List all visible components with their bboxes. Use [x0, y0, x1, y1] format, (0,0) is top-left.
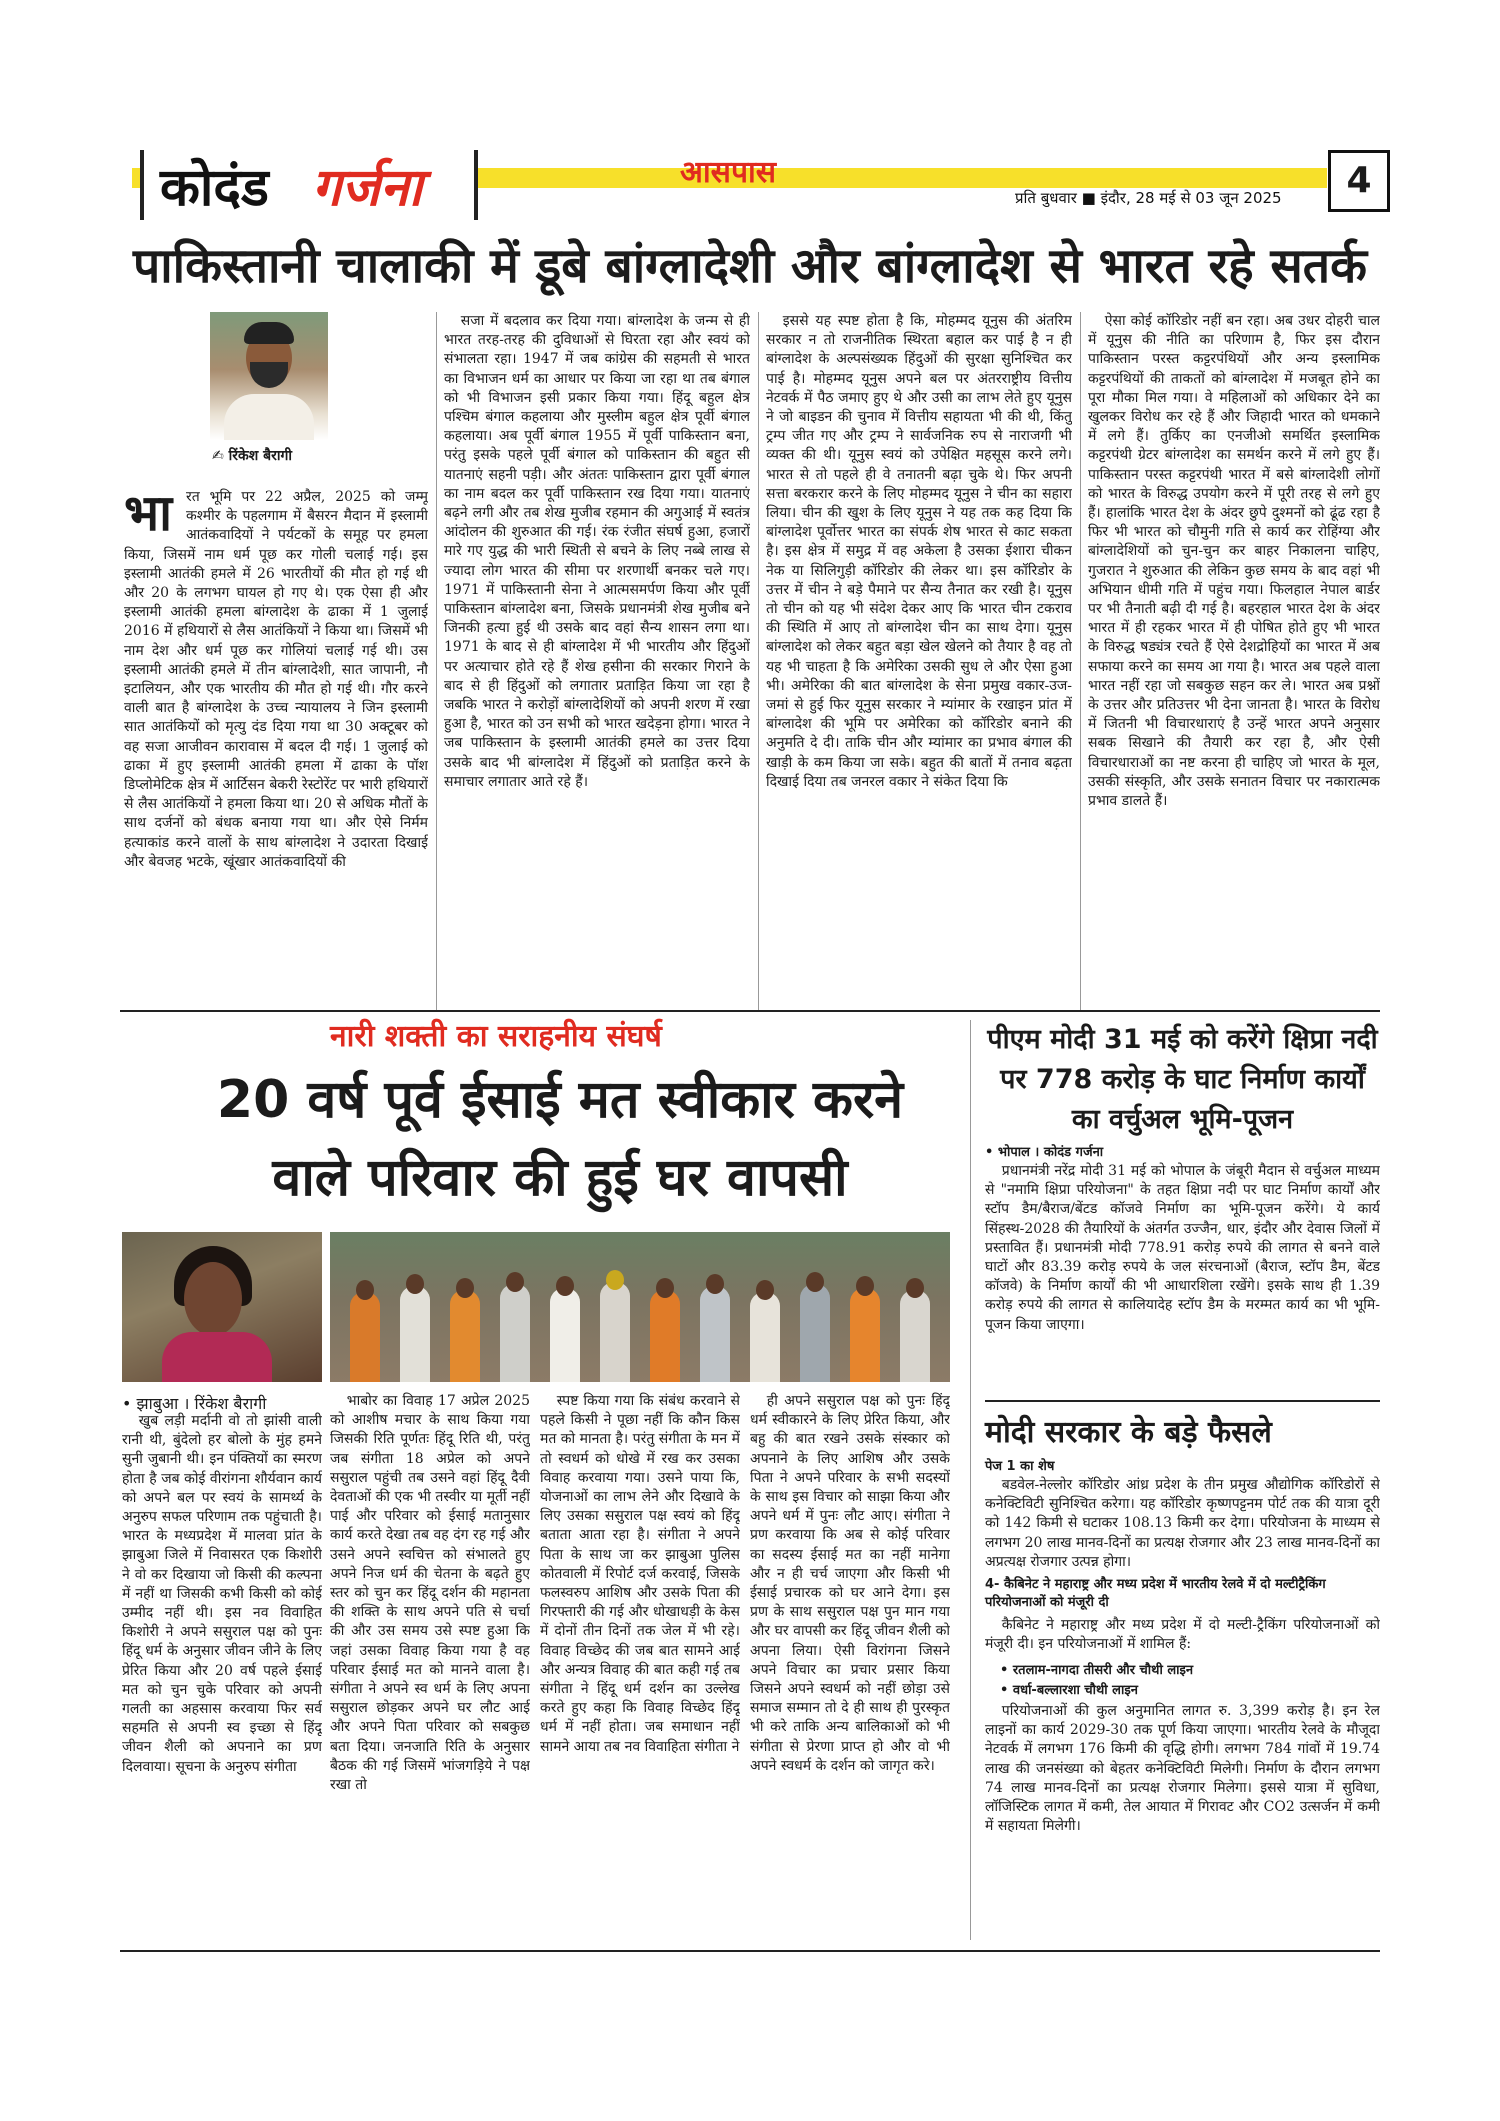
story4-page-ref: पेज 1 का शेष	[985, 1459, 1055, 1474]
story3-byline: • भोपाल । कोदंड गर्जना	[985, 1145, 1104, 1160]
section-rule	[985, 1400, 1380, 1402]
story4-bullet-1: • रतलाम-नागदा तीसरी और चौथी लाइन	[1000, 1663, 1194, 1678]
story4-headline: मोदी सरकार के बड़े फैसले	[985, 1415, 1272, 1450]
story4-bullet-2: • वर्धा-बल्लारशा चौथी लाइन	[1000, 1683, 1138, 1698]
group-photo	[330, 1232, 950, 1382]
story1-column-2: सजा में बदलाव कर दिया गया। बांग्लादेश के जन्म से ही भारत तरह-तरह की दुविधाओं से घिरता रहा और स्वयं को संभालता रहा। 1947 में जब कांग्रेस की सहमती से भारत का विभाजन धर्म का आधार पर किया जा रहा था तब बंगाल को भी विभाजन इसी प्रकार किया गया। हिंदू बहुल क्षेत्र पश्चिम बंगाल कहलाया और मुस्लीम बहुल क्षेत्र पूर्वी बंगाल कहलाया। अब पूर्वी बंगाल 1955 में पूर्वी पाकिस्तान बना, परंतु इसके पहले पूर्वी बंगाल को पाकिस्तान की बहुत सी यातनाएं सहनी पड़ी। और अंततः पाकिस्तान द्वारा पूर्वी बंगाल का नाम बदल कर पूर्वी पाकिस्तान रख दिया गया। यातनाएं बढ़ने लगी और तब शेख मुजीब रहमान की अगुआई में स्वतंत्र आंदोलन की शुरुआत की गई। रंक रंजीत संघर्ष हुआ, हजारों मारे गए युद्ध की भारी स्थिती से बचने के लिए नब्बे लाख से ज्यादा लोग भारत की सीमा पर शरणार्थी बनकर चले गए। 1971 में पाकिस्तानी सेना ने आत्मसमर्पण किया और पूर्वी पाकिस्तान बांग्लादेश बना, जिसके प्रधानमंत्री शेख मुजीब बने जिनकी हत्या हुई थी उसके बाद वहां सैन्य शासन लगा था। 1971 के बाद से ही बांग्लादेश में भी भारतीय और हिंदुओं पर अत्याचार होते रहे हैं शेख हसीना की सरकार गिराने के बाद से ही हिंदुओं को लगातार प्रताड़ित किया जा रहा है जबकि भारत ने करोड़ों बांग्लादेशियों को अपनी शरण में रखा हुआ है, भारत को उन सभी को भारत खदेड़ना होगा। भारत ने जब पाकिस्तान के इस्लामी आतंकी हमले का उत्तर दिया उसके बाद भी बांग्लादेश में हिंदुओं को प्रताड़ित करने के समाचार लगातार आते रहे हैं।	[444, 313, 750, 790]
girl-photo	[122, 1232, 322, 1382]
story1-column-3: इससे यह स्पष्ट होता है कि, मोहम्मद यूनुस की अंतरिम सरकार न तो राजनीतिक स्थिरता बहाल कर पाई है न ही बांग्लादेश के अल्पसंख्यक हिंदुओं की सुरक्षा सुनिश्चित कर पाई है। मोहम्मद यूनुस अपने बल पर अंतरराष्ट्रीय वित्तीय नेटवर्क में पैठ जमाए हुए थे और उसी का लाभ लेते हुए यूनुस ने जो बाइडन की चुनाव में वित्तीय सहायता भी की थी, किंतु ट्रम्प जीत गए और ट्रम्प ने सार्वजनिक रुप से नाराजगी भी व्यक्त की थी। यूनुस स्वयं को उपेक्षित महसूस करने लगे। भारत से तो पहले ही वे तनातनी बढ़ा चुके थे। फिर अपनी सत्ता बरकरार करने के लिए मोहम्मद यूनुस ने चीन का सहारा लिया। चीन की खुश के लिए यूनुस ने यह तक कह दिया कि बांग्लादेश पूर्वोत्तर भारत का संपर्क शेष भारत से काट सकता है। इस क्षेत्र में समुद्र में वह अकेला है उसका ईशारा चीकन नेक या सिलिगुड़ी कॉरिडोर की लेकर था। इस कॉरिडोर के उत्तर में चीन ने बड़े पैमाने पर सैन्य तैनात कर रखी है। यूनुस तो चीन को यह भी संदेश देकर आए कि भारत चीन टकराव की स्थिति में आए तो बांग्लादेश चीन का साथ देगा। यूनुस बांग्लादेश को लेकर बहुत बड़ा खेल खेलने को तैयार है वह तो यह भी चाहता है कि अमेरिका उसकी सुध ले और ऐसा हुआ भी। अमेरिका की बात बांग्लादेश के सेना प्रमुख वकार-उज-जमां से हुई फिर यूनुस सरकार ने म्यांमार के रखाइन प्रांत में बांग्लादेश की भूमि पर अमेरिका को कॉरिडोर बनाने की अनुमति दे दी। ताकि चीन और म्यांमार का प्रभाव बंगाल की खाड़ी के कम किया जा सके। बहुत की बातों में तनाव बढ़ता दिखाई दिया तब जनरल वकार ने संकेत दिया कि	[766, 313, 1072, 790]
story4-subhead: 4- कैबिनेट ने महाराष्ट्र और मध्य प्रदेश में भारतीय रेलवे में दो मल्टीट्रैकिंग परियोजनाओं को मंजूरी दी	[985, 1577, 1326, 1610]
logo-garjana: गर्जना	[312, 158, 423, 218]
section-label: आसपास	[680, 155, 777, 190]
author-photo	[210, 312, 328, 440]
drop-cap: भा	[124, 484, 173, 542]
author-caption: ✍ रिंकेश बैरागी	[212, 448, 292, 464]
story2-column-4: ही अपने ससुराल पक्ष को पुनः हिंदू धर्म स्वीकारने के लिए प्रेरित किया, और बहु की बात रखने उसके संस्कार को अपनाने के लिए आशिष और उसके पिता ने अपने परिवार के सभी सदस्यों के साथ इस विचार को साझा किया और अपने धर्म में पुनः लौट आए। संगीता ने प्रण करवाया कि अब से कोई परिवार का सदस्य ईसाई मत का नहीं मानेगा और न ही चर्च जाएगा और किसी भी ईसाई प्रचारक को घर आने देगा। इस प्रण के साथ ससुराल पक्ष पुन मान गया और घर वापसी कर हिंदू जीवन शैली को अपना लिया। ऐसी विरांगना जिसने अपने विचार का प्रचार प्रसार किया जिसने अपने स्वधर्म को नहीं छोड़ा उसे समाज सम्मान तो दे ही साथ ही पुरस्कृत भी करे ताकि अन्य बालिकाओं को भी संगीता से प्रेरणा प्राप्त हो और वो भी अपने स्वधर्म के दर्शन को जागृत करे।	[750, 1393, 950, 1774]
story2-column-2: भाबोर का विवाह 17 अप्रेल 2025 को आशीष मचार के साथ किया गया जिसकी रिति पूर्णतः हिंदू रिति थी, परंतु जब संगीता 18 अप्रेल को अपने ससुराल पहुंची तब उसने वहां हिंदू दैवी देवताओं की एक भी तस्वीर या मूर्ती नहीं पाई और परिवार को ईसाई मतानुसार कार्य करते देखा तब वह दंग रह गई और उसने अपने स्वचित्त को संभालते हुए अपने निज धर्म की चेतना के बढ़ते हुए स्तर को चुन कर हिंदू दर्शन की महानता की शक्ति के साथ अपने पति से चर्चा की और उस समय उसे स्पष्ट हुआ कि जहां उसका विवाह किया गया है वह परिवार ईसाई मत को मानने वाला है। संगीता ने अपने स्व धर्म के लिए अपना ससुराल छोड़कर अपने घर लौट आई और अपने पिता परिवार को सबकुछ बता दिया। जनजाति रिति के अनुसार बैठक की गई जिसमें भांजगड़िये ने पक्ष रखा तो	[330, 1393, 530, 1794]
story4-para-2: कैबिनेट ने महाराष्ट्र और मध्य प्रदेश में दो मल्टी-ट्रैकिंग परियोजनाओं को मंजूरी दी। इन परियोजनाओं में शामिल हैं:	[985, 1617, 1380, 1653]
story4-para-1: बडवेल-नेल्लोर कॉरिडोर आंध्र प्रदेश के तीन प्रमुख औद्योगिक कॉरिडोरों से कनेक्टिविटी सुनिश्चित करेगा। यह कॉरिडोर कृष्णपट्टनम पोर्ट तक की यात्रा दूरी को 142 किमी से घटाकर 108.13 किमी कर देगा। परियोजना के माध्यम से लगभग 20 लाख मानव-दिनों का प्रत्यक्ष रोजगार और 23 लाख मानव-दिनों का अप्रत्यक्ष रोजगार उत्पन्न होगा।	[985, 1477, 1380, 1570]
story2-column-1: खुब लड़ी मर्दानी वो तो झांसी वाली रानी थी, बुंदेलो हर बोलो के मुंह हमने सुनी जुबानी थी। इन पंक्तियों का स्मरण होता है जब कोई वीरांगना शौर्यवान कार्य को अपने बल पर स्वयं के सामर्थ्य के अनुरुप सफल परिणाम तक पहुंचाती है। भारत के मध्यप्रदेश में मालवा प्रांत के झाबुआ जिले में निवासरत एक किशोरी ने वो कर दिखाया जो किसी की कल्पना में नहीं था जिसकी कभी किसी को कोई उम्मीद नहीं थी। इस नव विवाहित किशोरी ने अपने ससुराल पक्ष को पुनः हिंदू धर्म के अनुसार जीवन जीने के लिए प्रेरित किया और 20 वर्ष पहले ईसाई मत को चुन चुके परिवार को अपनी गलती का अहसास करवाया फिर सर्व सहमति से अपनी स्व इच्छा से हिंदू जीवन शैली को अपनाने का प्रण दिलवाया। सूचना के अनुरुप संगीता	[122, 1413, 322, 1775]
logo-kodand: कोदंड	[160, 158, 269, 218]
story2-byline: • झाबुआ । रिंकेश बैरागी	[122, 1394, 267, 1413]
story2-column-3: स्पष्ट किया गया कि संबंध करवाने से पहले किसी ने पूछा नहीं कि कौन किस मत को मानता है। परंतु संगीता के मन में तो स्वधर्म को धोखे में रख कर उसका विवाह करवाया गया। उसने पाया कि, योजनाओं का लाभ लेने और दिखावे के लिए उसका ससुराल पक्ष स्वयं को हिंदू बताता आता रहा है। संगीता ने अपने पिता के साथ जा कर झाबुआ पुलिस कोतवाली में रिपोर्ट दर्ज करवाई, जिसके फलस्वरुप आशिष और उसके पिता की गिरफ्तारी की गई और धोखाधड़ी के केस में दोनों तीन दिनों तक जेल में भी रहे। विवाह विच्छेद की जब बात सामने आई और अन्यत्र विवाह की बात कही गई तब संगीता ने हिंदू धर्म दर्शन का उल्लेख करते हुए कहा कि विवाह विच्छेद हिंदू धर्म में नहीं होता। जब समाधान नहीं सामने आया तब नव विवाहिता संगीता ने	[540, 1393, 740, 1755]
section-rule	[120, 1010, 1380, 1012]
page-number: 4	[1328, 150, 1390, 212]
issue-date-line: प्रति बुधवार ■ इंदौर, 28 मई से 03 जून 2025	[1015, 189, 1282, 207]
story2-headline-line2: वाले परिवार की हुई घर वापसी	[272, 1148, 848, 1208]
story2-kicker: नारी शक्ती का सराहनीय संघर्ष	[330, 1019, 662, 1054]
story3-body: प्रधानमंत्री नरेंद्र मोदी 31 मई को भोपाल के जंबूरी मैदान से वर्चुअल माध्यम से "नमामि क्षिप्रा परियोजना" के तहत क्षिप्रा नदी पर घाट निर्माण कार्यों और स्टॉप डैम/बैराज/बेंटड कॉजवे निर्माण का भूमि-पूजन करेंगे। ये कार्य सिंहस्थ-2028 की तैयारियों के अंतर्गत उज्जैन, धार, इंदौर और देवास जिलों में प्रस्तावित हैं। प्रधानमंत्री मोदी 778.91 करोड़ रुपये की लागत से बनने वाले घाटों और 83.39 करोड़ रुपये के जल संरचनाओं (बैराज, स्टॉप डैम, बेंटड कॉजवे) के निर्माण कार्यों की भी आधारशिला रखेंगे। इसके साथ ही 1.39 करोड़ रुपये की लागत से कालियादेह स्टॉप डैम के मरम्मत कार्य का भी भूमि-पूजन किया जाएगा।	[985, 1163, 1380, 1333]
story1-column-4: ऐसा कोई कॉरिडोर नहीं बन रहा। अब उधर दोहरी चाल में यूनुस की नीति का परिणाम है, फिर इस दौरान पाकिस्तान परस्त कट्टरपंथियों और अन्य इस्लामिक कट्टरपंथियों की ताकतों को बांग्लादेश में मजबूत होने का पूरा मौका मिल गया। वे महिलाओं को अधिकार देने का खुलकर विरोध कर रहे हैं और जिहादी भारत को धमकाने में लगे हैं। तुर्किए का एनजीओ समर्थित इस्लामिक कट्टरपंथी ग्रेटर बांग्लादेश का समर्थन करने में लगे हुए हैं। पाकिस्तान परस्त कट्टरपंथी भारत में बसे बांग्लादेशी लोगों को भारत के विरुद्ध उपयोग करने में पूरी तरह से लगे हुए हैं। हालांकि भारत देश के अंदर छुपे दुश्मनों को ढूंढ रहा है फिर भी भारत को चौमुनी गति से कार्य कर रोहिंग्या और बांग्लादेशियों को चुन-चुन कर बाहर निकालना चाहिए, गुजरात ने शुरुआत की लेकिन कुछ समय के बाद वहां भी अभियान धीमी गति में पहुंच गया। फिलहाल नेपाल बार्डर पर भी तैनाती बढ़ी दी गई है। बहरहाल भारत देश के अंदर भारत में ही रहकर भारत में ही पोषित होते हुए भी भारत के विरुद्ध षड्यंत्र रचते हैं ऐसे देशद्रोहियों का भारत में अब सफाया करने का समय आ गया है। भारत अब पहले वाला भारत नहीं रहा जो सबकुछ सहन कर ले। भारत अब प्रश्नों के उत्तर और प्रतिउत्तर भी देना जानता है। भारत के विरोध में जितनी भी विचारधाराएं है उन्हें भारत अपने अनुसार सबक सिखाने की तैयारी कर रहा है, और ऐसी विचारधाराओं का नष्ट करना ही चाहिए जो भारत के मूल, उसकी संस्कृति, और उसके सनातन विचार पर नकारात्मक प्रभाव डालते हैं।	[1088, 313, 1380, 810]
story1-column-1: रत भूमि पर 22 अप्रैल, 2025 को जम्मू कश्मीर के पहलगाम में बैसरन मैदान में इस्लामी आतंकवादियों ने पर्यटकों के समूह पर हमला किया, जिसमें नाम धर्म पूछ कर गोली चलाई गई। इस इस्लामी आतंकी हमले में 26 भारतीयों की मौत हो गई थी और 20 के लगभग घायल हो गए थे। एक ऐसा ही और इस्लामी आतंकी हमला बांग्लादेश के ढाका में 1 जुलाई 2016 में हथियारों से लैस आतंकियों ने किया था। जिसमें भी नाम देश और धर्म पूछ कर गोलियां चलाई गई थी। उस इस्लामी आतंकी हमले में तीन बांग्लादेशी, सात जापानी, नौ इटालियन, और एक भारतीय की मौत हो गई थी। गौर करने वाली बात है बांग्लादेश के उच्च न्यायालय ने जिन इस्लामी सात आतंकियों को मृत्यु दंड दिया गया था 30 अक्टूबर को वह सजा आजीवन कारावास में बदल दी गई। 1 जुलाई को ढाका में हुए इस्लामी आतंकी हमला में ढाका के पॉश डिप्लोमेटिक क्षेत्र में आर्टिसन बेकरी रेस्टोरेंट पर भारी हथियारों से लैस आतंकियों ने हमला किया था। 20 से अधिक मौतों के साथ दर्जनों को बंधक बनाया गया था। और ऐसे निर्मम हत्याकांड करने वालों के साथ बांग्लादेश ने उदारता दिखाई और बेवजह भटके, खूंखार आतंकवादियों की	[124, 489, 428, 870]
column-divider	[970, 1020, 971, 1940]
footer-rule	[120, 1950, 1380, 1952]
lead-headline: पाकिस्तानी चालाकी में डूबे बांग्लादेशी और बांग्लादेश से भारत रहे सतर्क	[132, 238, 1368, 294]
story2-headline-line1: 20 वर्ष पूर्व ईसाई मत स्वीकार करने	[216, 1070, 904, 1130]
column-divider	[758, 312, 759, 1012]
story4-para-3: परियोजनाओं की कुल अनुमानित लागत रु. 3,399 करोड़ है। इन रेल लाइनों का कार्य 2029-30 तक पूर्ण किया जाएगा। भारतीय रेलवे के मौजूदा नेटवर्क में लगभग 176 किमी की वृद्धि होगी। लगभग 784 गांवों में 19.74 लाख की जनसंख्या को बेहतर कनेक्टिविटी मिलेगी। निर्माण के दौरान लगभग 74 लाख मानव-दिनों का प्रत्यक्ष रोजगार मिलेगा। इससे यात्रा में सुविधा, लॉजिस्टिक लागत में कमी, तेल आयात में गिरावट और CO2 उत्सर्जन में कमी में सहायता मिलेगी।	[985, 1703, 1380, 1835]
column-divider	[1080, 312, 1081, 1012]
story3-headline: पीएम मोदी 31 मई को करेंगे क्षिप्रा नदी पर 778 करोड़ के घाट निर्माण कार्यों का वर्चुअल भूमि-पूजन	[987, 1024, 1378, 1135]
column-divider	[436, 312, 437, 1012]
